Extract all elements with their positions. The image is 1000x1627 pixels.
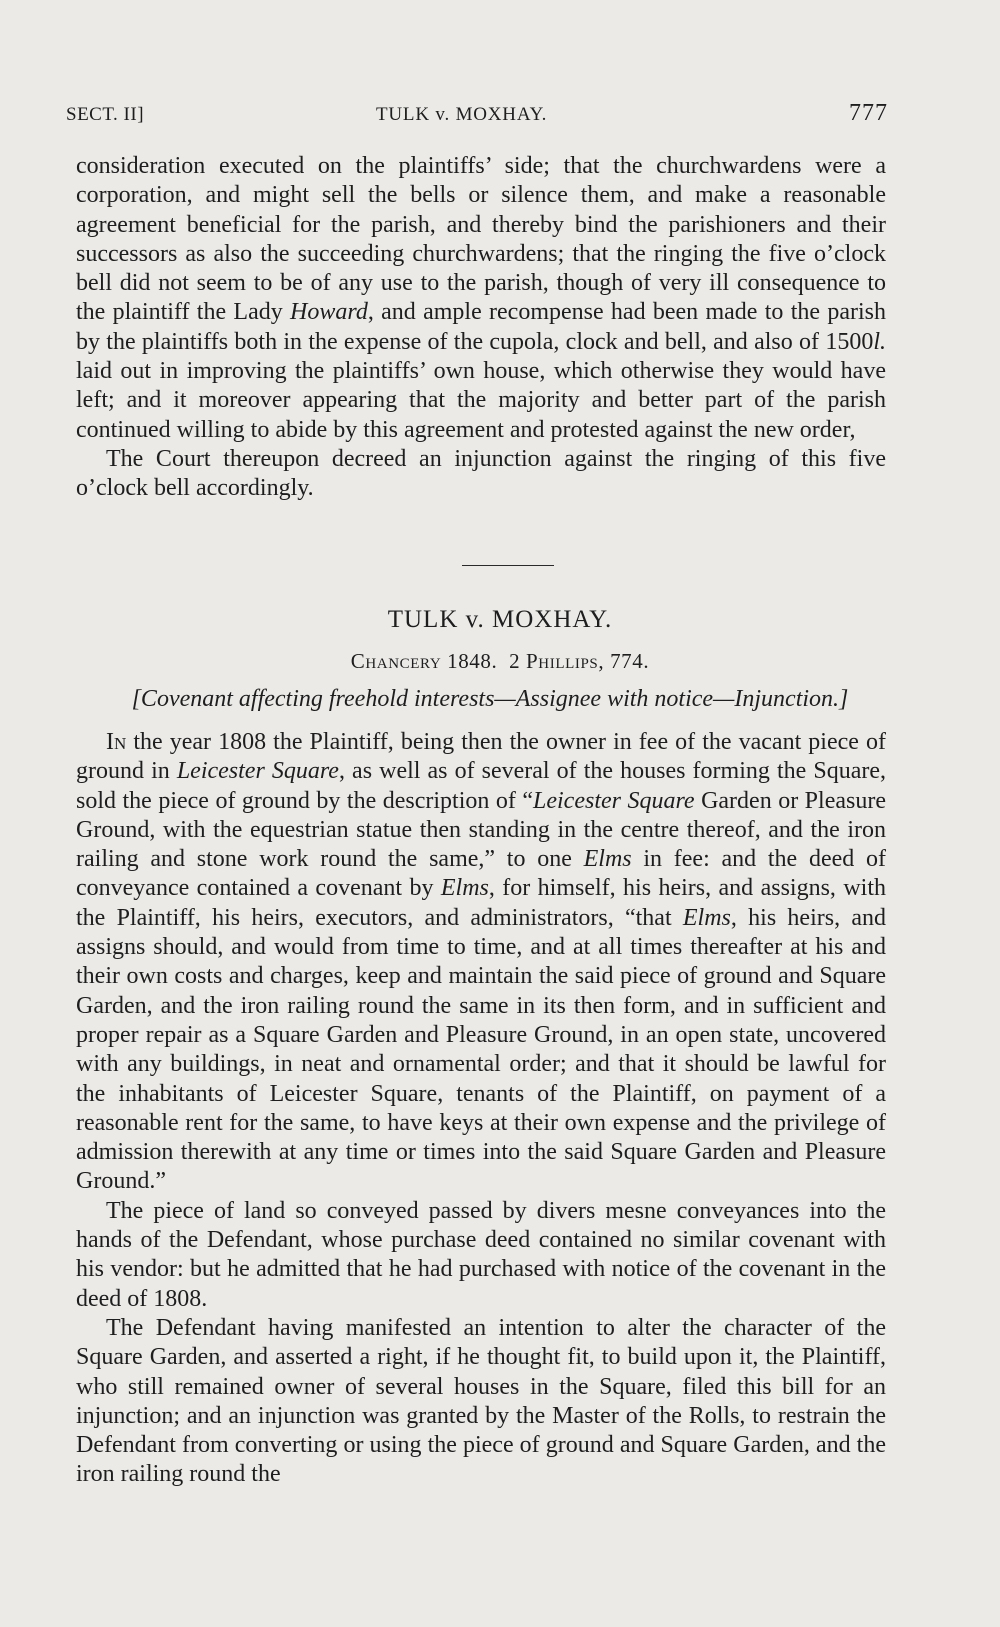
italic-currency: l. (873, 328, 886, 355)
text-run: laid out in improving the plaintiffs’ own house, which otherwise they would have left; and it moreover appearing that the majority and better part of the parish continued willing to abide by this agreement and protested against the new order, (76, 358, 886, 443)
previous-case-conclusion (76, 152, 886, 504)
text-run: , and ample recompense had been made to the parish by the plaintiffs both in the expense of the cupola, clock and bell, and also of 1500 (76, 299, 886, 355)
case-facts (76, 728, 886, 1490)
running-head (66, 100, 888, 130)
headnote: [Covenant affecting freehold interests—Assignee with notice—Injunction.] (131, 686, 849, 712)
lead-word: In (106, 729, 127, 755)
italic-place: Leicester Square (176, 758, 339, 785)
italic-place: Leicester Square (533, 787, 695, 814)
decree-paragraph: The Court thereupon decreed an injunction against the ringing of this five o’clock bell accordingly. (76, 445, 886, 502)
text-run: consideration executed on the plaintiffs’ side; that the churchwardens were a corporation, and might sell the bells or silence them, and make a reasonable agreement beneficial for the parish, and thereby bind the parishioners and their successors as also the succeeding churchwardens; that the ringing the five o’clock bell did not seem to be of any use to the parish, though of very ill consequence to the plaintiff the Lady (76, 153, 886, 326)
court-name: Chancery (350, 649, 442, 673)
facts-paragraph-2: The piece of land so conveyed passed by divers mesne conveyances into the hands of the Defendant, whose purchase deed contained no similar covenant with his vendor: but he admitted that he had purchased with notice of the covenant in the deed of 1808. (76, 1197, 886, 1312)
running-title: TULK v. MOXHAY. (376, 104, 548, 125)
reporter-volume: 2 (509, 649, 521, 673)
page-number: 777 (849, 100, 888, 126)
text-run: , his heirs, and assigns should, and would from time to time, and at all times thereafter at his and their own costs and charges, keep and maintain the said piece of ground and Square Garden, and the iron railing round the same in its then form, and in sufficient and proper repair as a Square Garden and Pleasure Ground, in an open state, uncovered with any buildings, in neat and ornamental order; and that it should be lawful for the inhabitants of Leicester Square, tenants of the Plaintiff, on payment of a reasonable rent for the same, to have keys at their own expense and the privilege of admission therewith at any time or times into the said Square Garden and Pleasure Ground.” (76, 904, 886, 1195)
italic-name: Elms (682, 904, 731, 931)
text-run: , as well as of several of the houses forming the Square, sold the piece of ground by the description of “ (76, 758, 886, 814)
italic-name: Howard (290, 299, 368, 326)
facts-paragraph-3: The Defendant having manifested an intention to alter the character of the Square Garden, and asserted a right, if he thought fit, to build upon it, the Plaintiff, who still remained owner of several houses in the Square, filed this bill for an injunction; and an injunction was granted by the Master of the Rolls, to restrain the Defendant from converting or using the piece of ground and Square Garden, and the iron railing round the (76, 1314, 886, 1488)
text-run: Garden or Pleasure Ground, with the equestrian statue then standing in the centre thereof, and the iron railing and stone work round the same,” to one (76, 787, 886, 873)
reporter-name: Phillips (526, 649, 599, 673)
case-title: TULK v. MOXHAY. (387, 606, 613, 633)
case-year: 1848. (447, 649, 498, 673)
facts-paragraph-1 (76, 728, 886, 1197)
section-label: SECT. II] (66, 104, 145, 125)
case-citation: Chancery 1848. 2 Phillips, 774. (350, 649, 650, 673)
italic-name: Elms (583, 846, 632, 873)
text-run: the year 1808 the Plaintiff, being then the owner in fee of the vacant piece of ground in (76, 729, 886, 785)
italic-name: Elms (440, 875, 489, 902)
section-divider (462, 565, 554, 566)
text-run: in fee: and the deed of conveyance contained a covenant by (76, 846, 886, 902)
continued-paragraph (76, 152, 886, 445)
text-run: , for himself, his heirs, and assigns, with the Plaintiff, his heirs, executors, and administrators, “that (76, 875, 886, 931)
reporter-page: 774. (610, 649, 650, 673)
